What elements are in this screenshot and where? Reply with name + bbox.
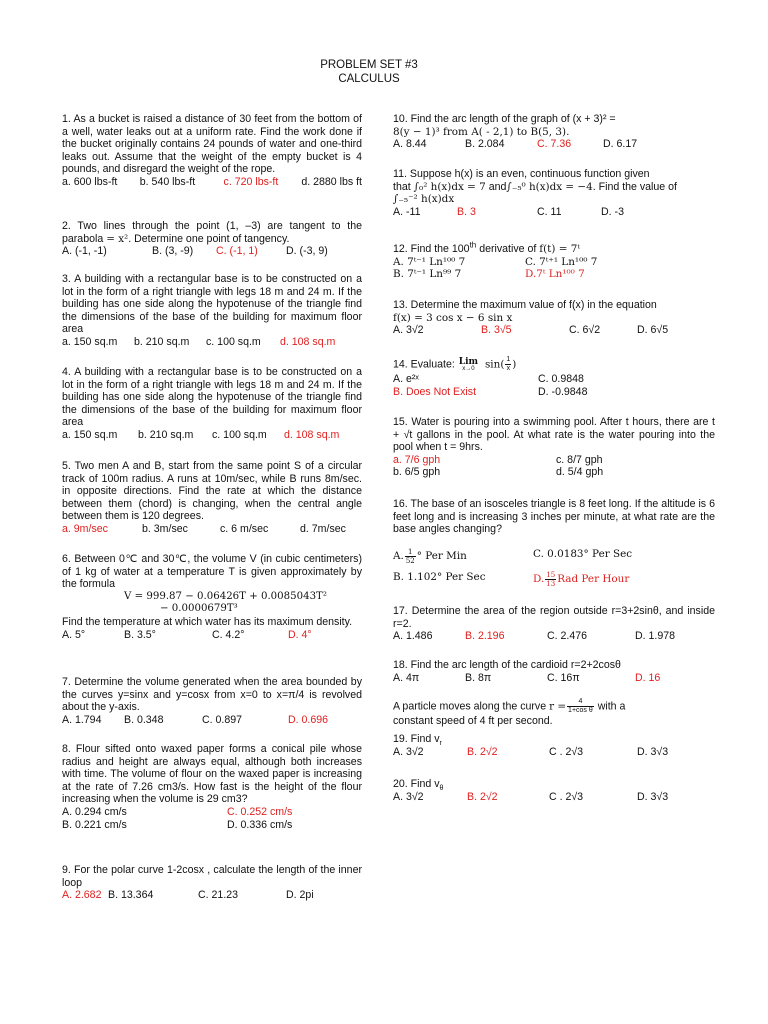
q20-option-b: B. 2√2 <box>467 790 498 803</box>
q5-option-a: a. 9m/sec <box>62 522 108 535</box>
question-15-text: 15. Water is pouring into a swimming pool. After t hours, there are t + √t gallons in the pool. At what rate is the water pouring into the pool when t = 9hrs. <box>393 416 715 454</box>
question-10 <box>393 113 715 151</box>
q17-option-b: B. 2.196 <box>465 630 505 643</box>
particle-text-2: constant speed of 4 ft per second. <box>393 715 553 727</box>
q13-equation: f(x) = 3 cos x − 6 sin x <box>393 311 513 324</box>
q13-option-b: B. 3√5 <box>481 324 512 337</box>
q1-option-d: d. 2880 lbs ft <box>301 175 362 188</box>
q18-option-a: A. 4π <box>393 671 420 684</box>
question-20 <box>393 778 715 803</box>
question-1 <box>62 113 362 189</box>
q3-option-a: a. 150 sq.m <box>62 335 118 348</box>
q11-option-b: B. 3 <box>457 205 476 218</box>
question-4 <box>62 366 362 442</box>
q15-option-d: d. 5/4 gph <box>556 466 604 479</box>
q8-option-a: A. 0.294 cm/s <box>62 805 127 818</box>
q15-option-c: c. 8/7 gph <box>556 453 603 466</box>
q20-option-a: A. 3√2 <box>393 790 424 803</box>
q12-option-a: A. 7ᵗ⁻¹ Ln¹⁰⁰ 7 <box>393 255 466 268</box>
q17-option-d: D. 1.978 <box>635 630 676 643</box>
question-18-text: 18. Find the arc length of the cardioid r=2+2cosθ <box>393 659 621 671</box>
question-14-text: 14. Evaluate: Lim x→0 sin( $\frac{1}{x}$ ) <box>393 356 517 372</box>
q12-option-c: C. 7ᵗ⁺¹ Ln¹⁰⁰ 7 <box>525 255 598 268</box>
q10-option-c: C. 7.36 <box>537 138 572 151</box>
q4-option-c: c. 100 sq.m <box>212 428 267 441</box>
question-5 <box>62 460 362 536</box>
q10-option-d: D. 6.17 <box>603 138 638 151</box>
q11-option-c: C. 11 <box>537 205 562 218</box>
q9-option-c: C. 21.23 <box>198 889 239 902</box>
q13-option-c: C. 6√2 <box>569 324 601 337</box>
q14-option-d: D. -0.9848 <box>538 385 588 398</box>
q2-option-c: C. (-1, 1) <box>216 245 258 258</box>
q3-option-c: c. 100 sq.m <box>206 335 261 348</box>
q5-option-d: d. 7m/sec <box>300 522 346 535</box>
question-17-text: 17. Determine the area of the region outside r=3+2sinθ, and inside r=2. <box>393 605 715 630</box>
question-6 <box>62 553 362 641</box>
question-20-text: 20. Find $v_\theta$ <box>393 778 444 793</box>
q6-formula-line-1: V = 999.87 − 0.06426T + 0.0085043T² <box>124 590 327 602</box>
question-2 <box>62 220 362 258</box>
q4-option-b: b. 210 sq.m <box>138 428 194 441</box>
q10-option-b: B. 2.084 <box>465 138 505 151</box>
q6-option-a: A. 5° <box>62 628 86 641</box>
question-12-text: 12. Find the 100th derivative of f(t) = 7ᵗ <box>393 240 580 255</box>
q16-option-a: A. $\frac{1}{52}$ ° Per Min <box>393 547 467 565</box>
q3-option-b: b. 210 sq.m <box>134 335 190 348</box>
q8-option-b: B. 0.221 cm/s <box>62 818 127 831</box>
q16-option-c: C. 0.0183° Per Sec <box>533 547 633 560</box>
q6-formula-line-2: − 0.0000679T³ <box>160 603 238 615</box>
question-2-text: 2. Two lines through the point (1, –3) are tangent to the parabola = x². Determine one point of tangency. <box>62 220 362 245</box>
question-6-text: 6. Between 0℃ and 30℃, the volume V (in cubic centimeters) of 1 kg of water at a temperature T is given approximately by the formula <box>62 553 362 591</box>
q19-option-a: A. 3√2 <box>393 745 424 758</box>
q7-option-a: A. 1.794 <box>62 713 102 726</box>
question-19 <box>393 733 715 758</box>
q20-option-d: D. 3√3 <box>637 790 669 803</box>
q11-option-d: D. -3 <box>601 205 624 218</box>
q5-option-c: c. 6 m/sec <box>220 522 269 535</box>
q9-option-b: B. 13.364 <box>108 889 154 902</box>
q8-option-d: D. 0.336 cm/s <box>227 818 293 831</box>
question-19-text: 19. Find $v_r$ <box>393 733 442 748</box>
question-10-text: 10. Find the arc length of the graph of (x + 3)² = 8(y − 1)³ from A( - 2,1) to B(5, 3). <box>393 113 616 138</box>
q1-option-c: c. 720 lbs-ft <box>223 175 279 188</box>
q1-option-a: a. 600 lbs-ft <box>62 175 118 188</box>
q9-option-a: A. 2.682 <box>62 889 102 902</box>
q7-option-d: D. 0.696 <box>288 713 329 726</box>
question-6-text-2: Find the temperature at which water has its maximum density. <box>62 615 353 628</box>
q18-option-d: D. 16 <box>635 671 661 684</box>
q5-option-b: b. 3m/sec <box>142 522 188 535</box>
q4-option-d: d. 108 sq.m <box>284 428 340 441</box>
q17-option-c: C. 2.476 <box>547 630 588 643</box>
problem-set-title: PROBLEM SET #3 <box>320 59 418 71</box>
q12-option-d: D.7ᵗ Ln¹⁰⁰ 7 <box>525 268 585 281</box>
q6-option-b: B. 3.5° <box>124 628 156 641</box>
question-17 <box>393 605 715 643</box>
particle-prompt <box>393 698 715 728</box>
q14-limit: Lim x→0 <box>458 356 479 372</box>
question-3-text: 3. A building with a rectangular base is to be constructed on a lot in the form of a right triangle with legs 18 m and 24 m. If the building has one side along the hypotenuse of the triangle find the dimensions of the base of the building for maximum floor area <box>62 273 362 336</box>
q19-option-b: B. 2√2 <box>467 745 498 758</box>
question-7-text: 7. Determine the volume generated when the area bounded by the curves y=sinx and y=cosx from x=0 to x=π/4 is revolved about the y-axis. <box>62 676 362 714</box>
question-8 <box>62 743 362 831</box>
q13-option-d: D. 6√5 <box>637 324 669 337</box>
question-16 <box>393 498 715 588</box>
q7-option-c: C. 0.897 <box>202 713 243 726</box>
question-8-text: 8. Flour sifted onto waxed paper forms a conical pile whose radius and height are always equal, although both increases with time. The volume of flour on the waxed paper is increasing at the rate of 7.26 cm3/s. How fast is the height of the flour increasing when the volume is 29 cm3? <box>62 743 362 806</box>
q8-option-c: C. 0.252 cm/s <box>227 805 293 818</box>
question-15 <box>393 416 715 479</box>
question-5-text: 5. Two men A and B, start from the same point S of a circular track of 100m radius. A runs at 10m/sec, while B runs 8m/sec. in opposite directions. Find the rate at which the distance between them (chord) is changing, when the central angle between them is 120 degrees. <box>62 460 362 523</box>
q15-option-a: a. 7/6 gph <box>393 453 441 466</box>
question-1-text: 1. As a bucket is raised a distance of 30 feet from the bottom of a well, water leaks out at a uniform rate. Find the work done if the bucket originally contains 24 pounds of water and one-third leaks out. Assume that the weight of the empty bucket is 4 pounds, and disregard the weight of the rope. <box>62 113 362 176</box>
q13-option-a: A. 3√2 <box>393 324 424 337</box>
q18-option-c: C. 16π <box>547 671 580 684</box>
question-18 <box>393 659 715 684</box>
q10-option-a: A. 8.44 <box>393 138 427 151</box>
q18-option-b: B. 8π <box>465 671 492 684</box>
q6-option-d: D. 4° <box>288 628 312 641</box>
question-9-text: 9. For the polar curve 1-2cosx , calculate the length of the inner loop <box>62 864 362 889</box>
q6-option-c: C. 4.2° <box>212 628 245 641</box>
question-4-text: 4. A building with a rectangular base is to be constructed on a lot in the form of a right triangle with legs 18 m and 24 m. If the building has one side along the hypotenuse of the triangle find the dimensions of the base of the building for maximum floor area <box>62 366 362 429</box>
q20-option-c: C . 2√3 <box>549 790 584 803</box>
q4-option-a: a. 150 sq.m <box>62 428 118 441</box>
q14-option-b: B. Does Not Exist <box>393 385 477 398</box>
q19-option-d: D. 3√3 <box>637 745 669 758</box>
q1-option-b: b. 540 lbs-ft <box>139 175 196 188</box>
question-14 <box>393 356 715 398</box>
subject-title: CALCULUS <box>338 73 400 85</box>
question-13 <box>393 299 715 337</box>
q14-option-c: C. 0.9848 <box>538 373 584 385</box>
q16-option-d: D. $\frac{15}{13}$ Rad Per Hour <box>533 570 630 588</box>
question-12 <box>393 240 715 281</box>
q15-option-b: b. 6/5 gph <box>393 466 441 479</box>
question-13-text: 13. Determine the maximum value of f(x) in the equation <box>393 299 657 311</box>
q3-option-d: d. 108 sq.m <box>280 335 336 348</box>
question-11-text: 11. Suppose h(x) is an even, continuous function given that ∫₀² h(x)dx = 7 and∫₋₅⁰ h(x)dx = −4. Find the value of ∫₋₅⁻² h(x)dx <box>393 168 677 206</box>
q14-option-a: A. e²ˣ <box>393 373 419 385</box>
q17-option-a: A. 1.486 <box>393 630 433 643</box>
q2-option-b: B. (3, -9) <box>152 245 194 258</box>
question-7 <box>62 676 362 726</box>
particle-text: A particle moves along the curve r = $\frac{4}{\text{1+cos θ}}$ with a <box>393 698 626 714</box>
q9-option-d: D. 2pi <box>286 889 314 902</box>
q7-option-b: B. 0.348 <box>124 713 164 726</box>
question-11 <box>393 168 715 218</box>
q2-option-d: D. (-3, 9) <box>286 245 328 258</box>
q16-option-b: B. 1.102° Per Sec <box>393 570 486 583</box>
q12-option-b: B. 7ᵗ⁻¹ Ln⁹⁹ 7 <box>393 268 462 281</box>
q19-option-c: C . 2√3 <box>549 745 584 758</box>
question-9 <box>62 864 362 902</box>
q11-option-a: A. -11 <box>393 205 421 218</box>
question-16-text: 16. The base of an isosceles triangle is 8 feet long. If the altitude is 6 feet long and is increasing 3 inches per minute, at what rate are the base angles changing? <box>393 498 715 536</box>
question-3 <box>62 273 362 349</box>
q2-option-a: A. (-1, -1) <box>62 245 107 258</box>
